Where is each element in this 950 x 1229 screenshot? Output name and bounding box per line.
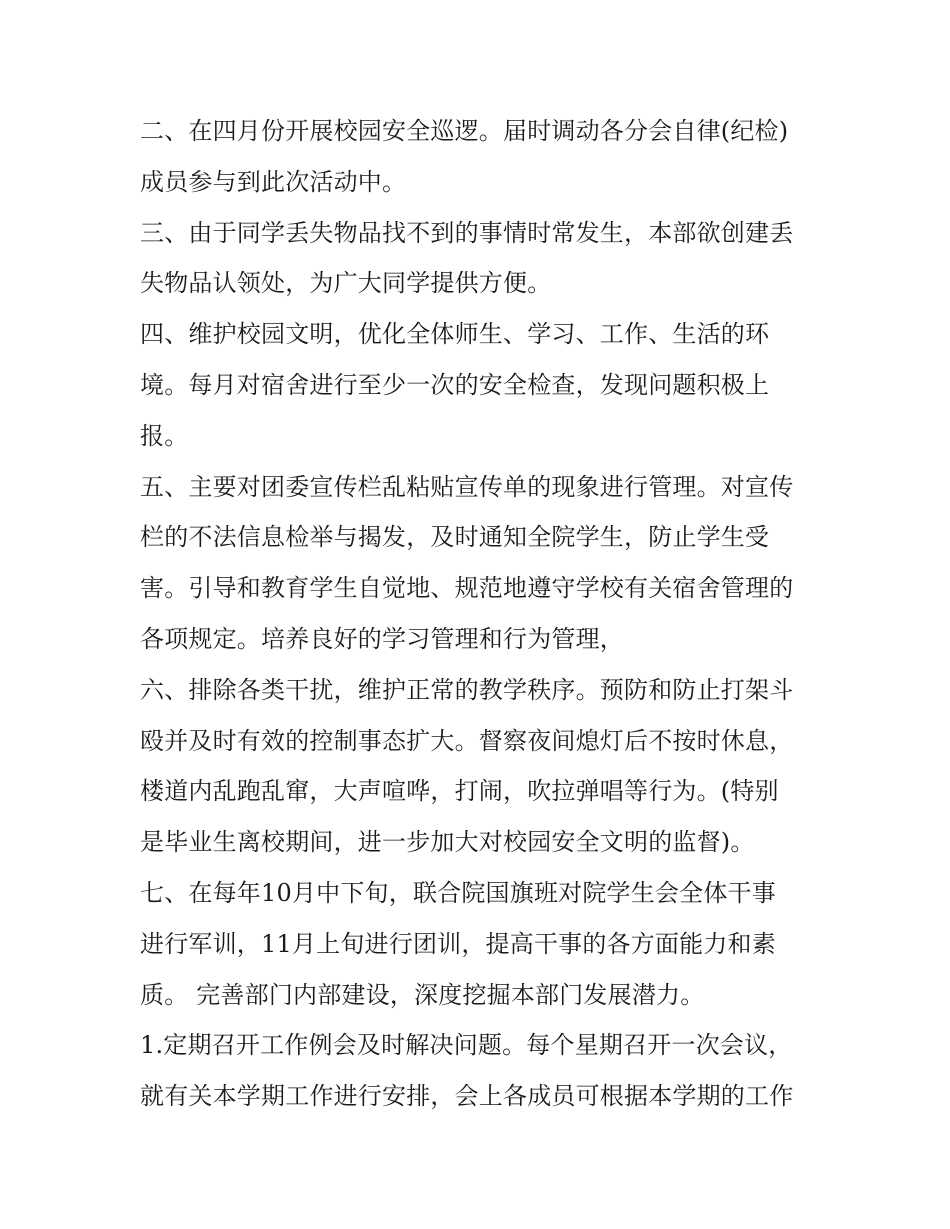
text-line: 三、由于同学丢失物品找不到的事情时常发生，本部欲创建丢	[140, 218, 794, 247]
text-line: 四、维护校园文明，优化全体师生、学习、工作、生活的环	[140, 320, 770, 349]
text-line: 七、在每年10月中下旬，联合院国旗班对院学生会全体干事	[140, 878, 776, 907]
text-line: 是毕业生离校期间，进一步加大对校园安全文明的监督)。	[140, 828, 755, 857]
text-line: 境。每月对宿舍进行至少一次的安全检查，发现问题积极上	[140, 370, 770, 399]
text-line: 成员参与到此次活动中。	[140, 167, 407, 196]
text-line: 各项规定。培养良好的学习管理和行为管理，	[140, 624, 624, 653]
text-line: 失物品认领处，为广大同学提供方便。	[140, 269, 552, 298]
document-body	[140, 106, 820, 1122]
text-line: 就有关本学期工作进行安排，会上各成员可根据本学期的工作	[140, 1082, 794, 1111]
text-line: 质。 完善部门内部建设，深度挖掘本部门发展潜力。	[140, 980, 705, 1009]
text-line: 进行军训，11月上旬进行团训，提高干事的各方面能力和素	[140, 929, 776, 958]
text-line: 楼道内乱跑乱窜，大声喧哗，打闹，吹拉弹唱等行为。(特别	[140, 777, 779, 806]
text-line: 五、主要对团委宣传栏乱粘贴宣传单的现象进行管理。对宣传	[140, 472, 794, 501]
text-line: 报。	[140, 421, 189, 450]
text-line: 1.定期召开工作例会及时解决问题。每个星期召开一次会议，	[140, 1031, 793, 1060]
text-line: 六、排除各类干扰，维护正常的教学秩序。预防和防止打架斗	[140, 675, 794, 704]
text-line: 二、在四月份开展校园安全巡逻。届时调动各分会自律(纪检)	[140, 117, 789, 145]
text-line: 害。引导和教育学生自觉地、规范地遵守学校有关宿舍管理的	[140, 574, 794, 603]
text-line: 栏的不法信息检举与揭发，及时通知全院学生，防止学生受	[140, 523, 770, 552]
text-line: 殴并及时有效的控制事态扩大。督察夜间熄灯后不按时休息，	[140, 726, 794, 755]
